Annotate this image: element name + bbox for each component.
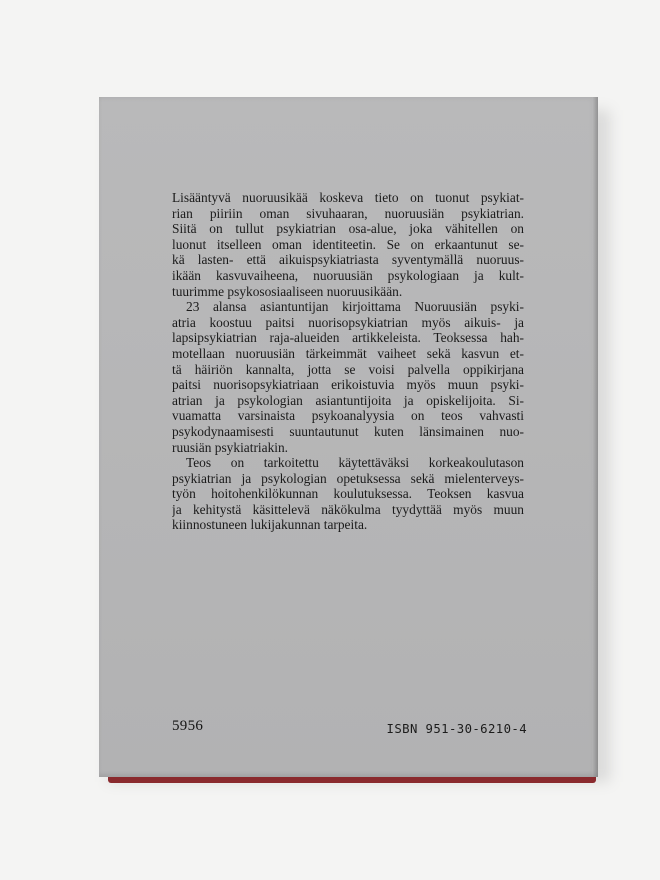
blurb-line: atrian ja psykologian asiantuntijoita ja opiskelijoita. Si- <box>172 392 524 408</box>
blurb-line: kiinnostuneen lukijakunnan tarpeita. <box>172 517 368 533</box>
blurb-line: Siitä on tullut psykiatrian osa-alue, joka vähitellen on <box>172 221 524 237</box>
blurb-line: Teos on tarkoitettu käytettäväksi korkeakoulutason <box>186 455 524 471</box>
blurb-line: lapsipsykiatrian raja-alueiden artikkeleista. Teoksessa hah- <box>172 330 524 346</box>
blurb-line: tuurimme psykososiaaliseen nuoruusikään. <box>172 283 403 299</box>
blurb-line: rian piiriin oman sivuhaaran, nuoruusiän psykiatrian. <box>172 205 524 221</box>
blurb-line: vuamatta varsinaista psykoanalyysia on teos vahvasti <box>172 408 524 424</box>
blurb-line: luonut itselleen oman identiteetin. Se on erkaantunut se- <box>172 236 524 252</box>
blurb-line: kä lasten- että aikuispsykiatriasta syventymällä nuoruus- <box>172 252 524 268</box>
blurb-line: psykodynaamisesti suuntautunut kuten länsimainen nuo- <box>172 423 524 439</box>
blurb-text <box>172 190 524 533</box>
blurb-line: ruusiän psykiatriakin. <box>172 439 289 455</box>
blurb-line: ja kehitystä käsittelevä näkökulma tyydyttää myös muun <box>172 501 524 517</box>
blurb-paragraph-2 <box>172 299 524 455</box>
blurb-line: 23 alansa asiantuntijan kirjoittama Nuoruusiän psyki- <box>186 299 524 315</box>
isbn-number: ISBN 951-30-6210-4 <box>386 722 527 736</box>
blurb-line: Lisääntyvä nuoruusikää koskeva tieto on tuonut psykiat- <box>172 190 524 205</box>
blurb-line: atria koostuu paitsi nuorisopsykiatrian myös aikuis- ja <box>172 314 524 330</box>
blurb-line: työn hoitohenkilökunnan koulutuksessa. Teoksen kasvua <box>172 486 524 502</box>
catalog-number: 5956 <box>172 718 204 734</box>
blurb-line: ikään kasvuvaiheena, nuoruusiän psykologiaan ja kult- <box>172 267 524 283</box>
blurb-line: psykiatrian ja psykologian opetuksessa sekä mielenterveys- <box>172 470 524 486</box>
blurb-paragraph-3 <box>172 455 524 533</box>
blurb-line: motellaan nuoruusiän tärkeimmät vaiheet sekä kasvun et- <box>172 345 524 361</box>
book-back-cover <box>99 97 598 777</box>
blurb-paragraph-1 <box>172 190 524 299</box>
blurb-line: tä häiriön kannalta, jotta se voisi palvella oppikirjana <box>172 361 524 377</box>
blurb-line: paitsi nuorisopsykiatriaan erikoistuvia myös muun psyki- <box>172 377 524 393</box>
cover-edge-shading <box>592 97 598 777</box>
